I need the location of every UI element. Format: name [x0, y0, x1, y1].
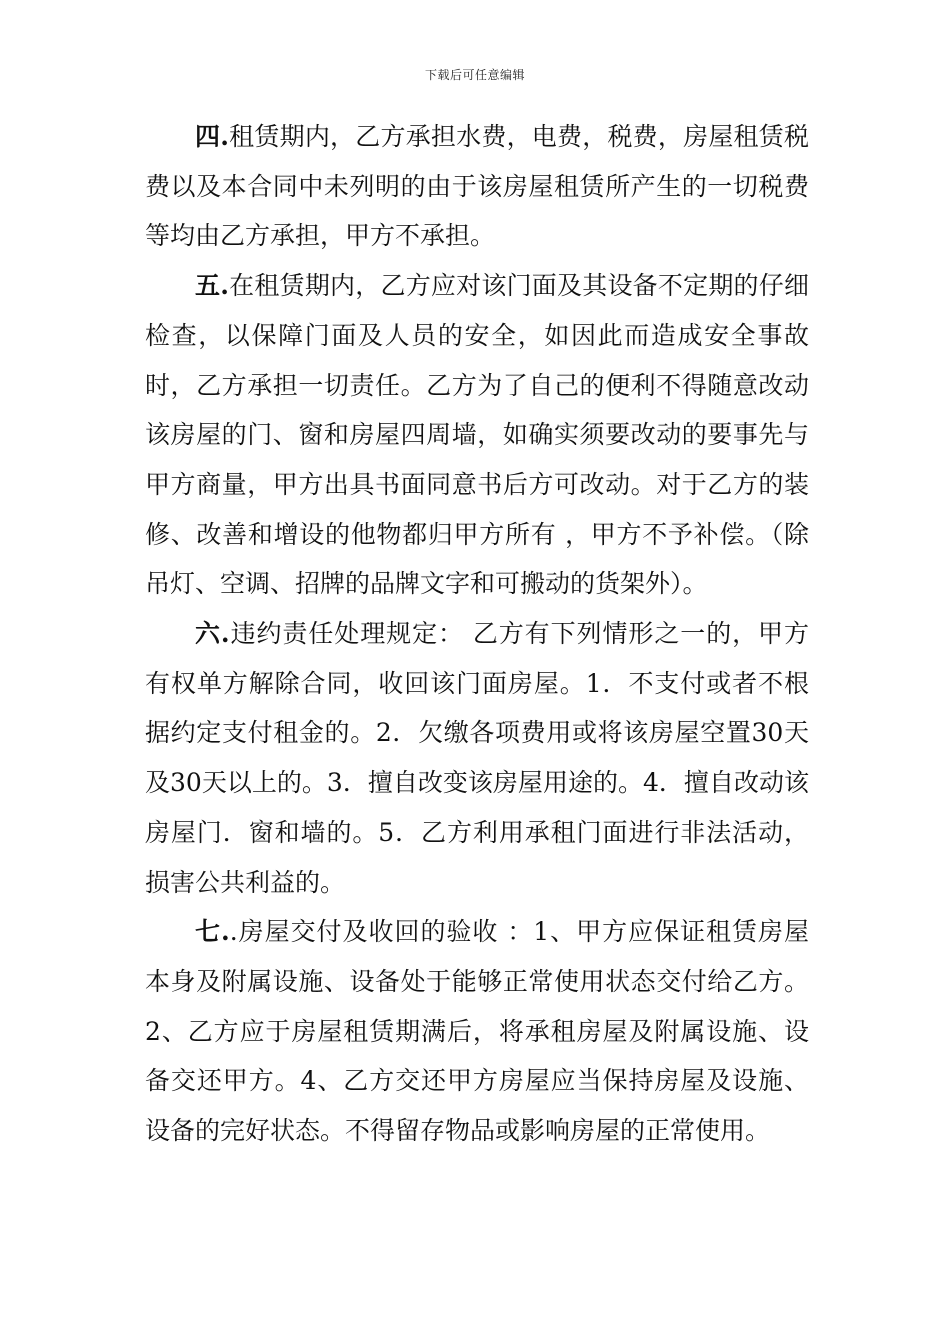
- page-header: 下载后可任意编辑: [424, 68, 525, 82]
- clause-number: 五.: [195, 271, 229, 301]
- clause-text: 租赁期内，乙方承担水费，电费，税费，房屋租赁税费以及本合同中未列明的由于该房屋租赁所产生的一切税费等均由乙方承担，甲方不承担。: [145, 122, 809, 251]
- clause-number: 六.: [195, 619, 230, 649]
- clause-5: [145, 261, 809, 609]
- clause-text: .房屋交付及收回的验收 ：1、甲方应保证租赁房屋本身及附属设施、设备处于能够正常使用状态交付给乙方。2、乙方应于房屋租赁期满后，将承租房屋及附属设施、设备交还甲方。4、乙方交还甲方房屋应当保持房屋及设施、设备的完好状态。不得留存物品或影响房屋的正常使用。: [145, 917, 809, 1146]
- clause-text: 违约责任处理规定： 乙方有下列情形之一的，甲方有权单方解除合同，收回该门面房屋。1．不支付或者不根据约定支付租金的。2．欠缴各项费用或将该房屋空置30天及30天以上的。3．擅自改变该房屋用途的。4．擅自改动该房屋门．窗和墙的。5．乙方利用承租门面进行非法活动，损害公共利益的。: [145, 619, 809, 897]
- clause-text: 在租赁期内，乙方应对该门面及其设备不定期的仔细检查，以保障门面及人员的安全，如因此而造成安全事故时，乙方承担一切责任。乙方为了自己的便利不得随意改动该房屋的门、窗和房屋四周墙，如确实须要改动的要事先与甲方商量，甲方出具书面同意书后方可改动。对于乙方的装修、改善和增设的他物都归甲方所有 ，甲方不予补偿。（除吊灯、空调、招牌的品牌文字和可搬动的货架外）。: [145, 271, 809, 599]
- document-body: [145, 112, 809, 1156]
- clause-number: 七.: [195, 917, 230, 947]
- clause-4: [145, 112, 809, 261]
- clause-number: 四.: [195, 122, 229, 151]
- clause-6: [145, 609, 809, 907]
- clause-7: [145, 907, 809, 1156]
